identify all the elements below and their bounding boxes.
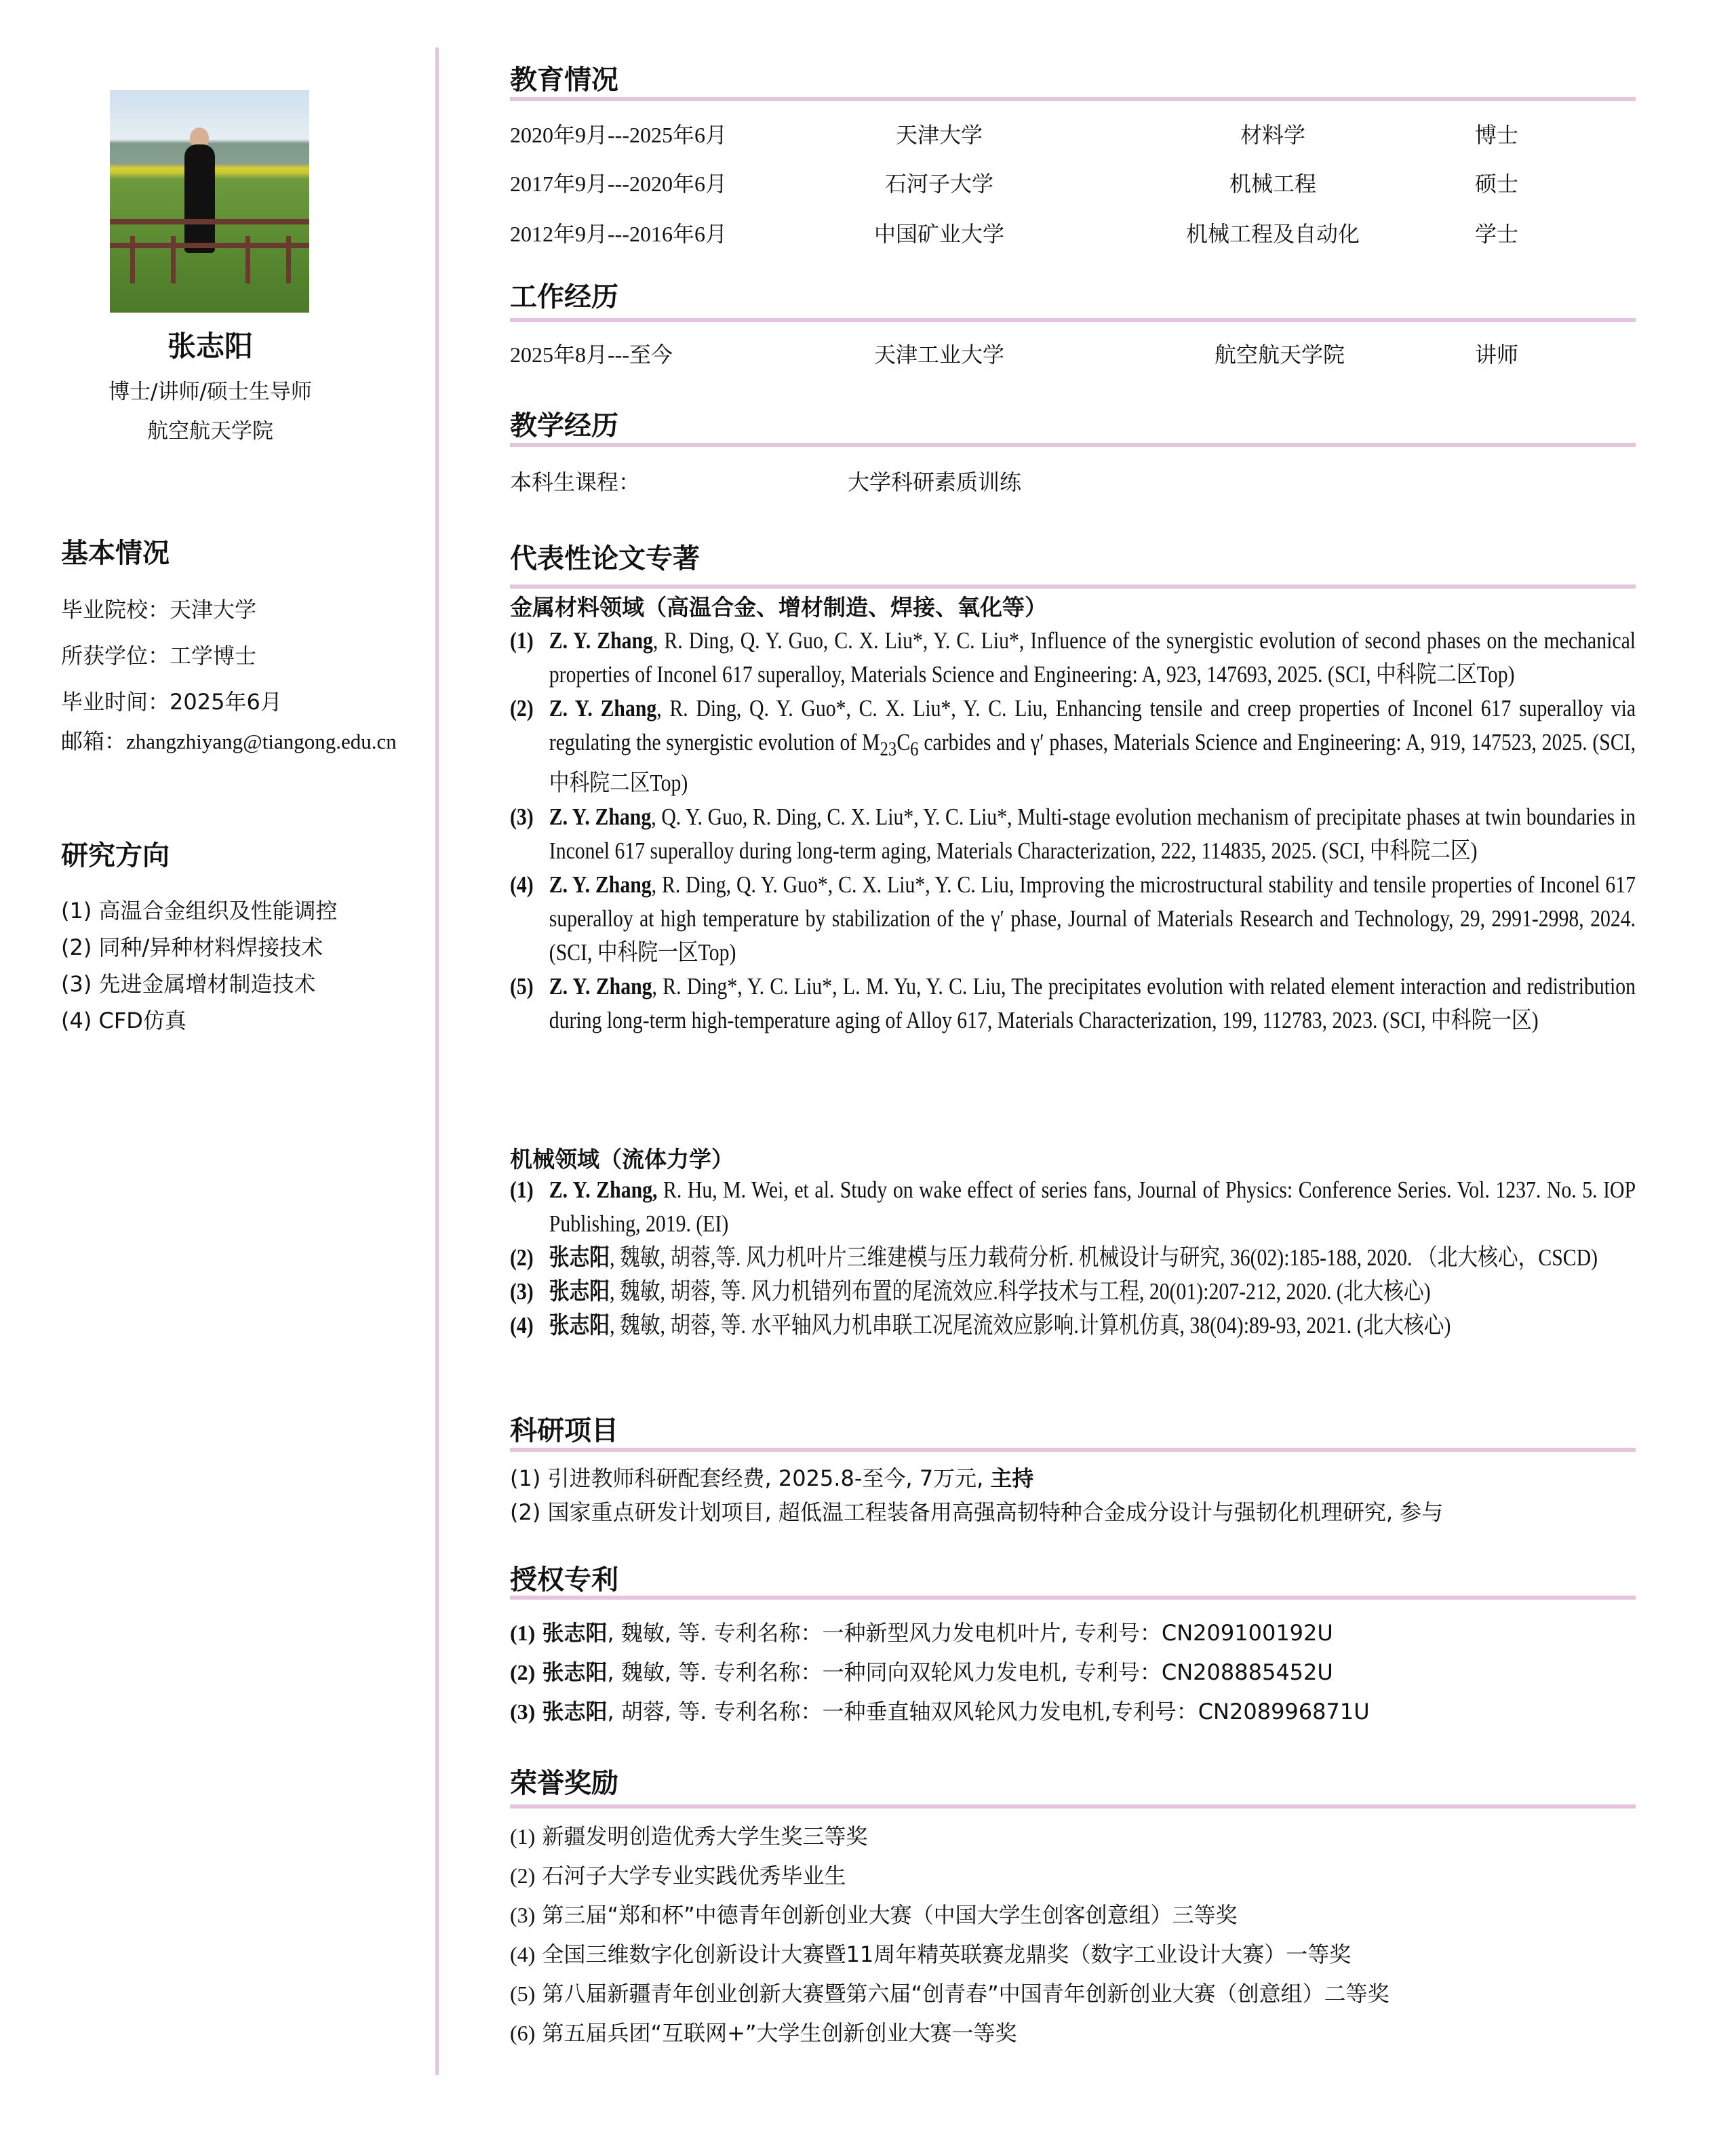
honor-text: 第三届“郑和杯”中德青年创新创业大赛（中国大学生创客创意组）三等奖 <box>542 1902 1238 1928</box>
education-row <box>510 118 1636 152</box>
column-divider <box>435 47 439 2075</box>
patent-number: (3) <box>510 1699 536 1724</box>
label: 邮箱： <box>61 728 127 754</box>
paper-item <box>510 1173 1636 1241</box>
paper-author: 张志阳 <box>549 1312 610 1339</box>
paper-citation: , 魏敏, 胡蓉, 等. 风力机错列布置的尾流效应.科学技术与工程, 20(01):207-212, 2020. (北大核心) <box>610 1278 1431 1305</box>
major: 机械工程及自动化 <box>1185 221 1360 247</box>
project-item <box>510 1461 1443 1495</box>
value: 工学博士 <box>170 643 257 669</box>
projects-heading: 科研项目 <box>510 1415 618 1446</box>
paper-citation: , Q. Y. Guo, R. Ding, C. X. Liu*, Y. C. Liu*, Multi-stage evolution mechanism of precipitate phases at twin boundaries in Inconel 617 superalloy during long-term aging, Materials Characterization, 222, 114835, 2025. (SCI, 中科院二区) <box>549 804 1636 864</box>
paper-author: Z. Y. Zhang <box>549 973 652 1000</box>
degree: 硕士 <box>1475 171 1519 197</box>
project-role: 主持 <box>990 1465 1034 1491</box>
person-figure <box>184 144 215 253</box>
fence-post <box>171 236 176 283</box>
paper-item <box>510 1309 1636 1343</box>
metal-field-heading: 金属材料领域（高温合金、增材制造、焊接、氧化等） <box>510 594 1047 620</box>
fence-post <box>245 236 250 283</box>
honor-number: (5) <box>510 1981 536 2006</box>
paper-item <box>510 970 1636 1038</box>
honor-item <box>510 1935 1389 1974</box>
honors-heading: 荣誉奖励 <box>510 1768 618 1799</box>
paper-citation: carbides and γ′ phases, Materials Science and Engineering: A, 919, 147523, 2025. (SCI, 中科院二区Top) <box>549 729 1636 796</box>
subscript: 23 <box>880 738 897 760</box>
paper-author: Z. Y. Zhang <box>549 627 653 654</box>
research-item: (4) CFD仿真 <box>61 1008 186 1033</box>
profile-photo <box>110 90 309 313</box>
patents-heading: 授权专利 <box>510 1564 618 1596</box>
patent-number: (1) <box>510 1621 536 1645</box>
honor-item <box>510 2013 1389 2053</box>
role: 讲师 <box>1475 342 1519 368</box>
patent-author: 张志阳 <box>542 1620 608 1646</box>
papers-heading: 代表性论文专著 <box>510 543 700 574</box>
section-rule <box>510 1448 1636 1452</box>
patent-list <box>510 1613 1370 1731</box>
subscript: 6 <box>910 738 919 760</box>
email-link[interactable]: zhangzhiyang@tiangong.edu.cn <box>126 730 397 753</box>
date: 2017年9月---2020年6月 <box>510 172 727 196</box>
paper-citation: C <box>896 729 911 755</box>
patent-text: , 魏敏, 等. 专利名称：一种新型风力发电机叶片, 专利号：CN209100192U <box>607 1620 1333 1646</box>
teaching-heading: 教学经历 <box>510 410 618 441</box>
paper-number: (2) <box>510 1244 534 1271</box>
mech-field-heading: 机械领域（流体力学） <box>510 1146 734 1172</box>
patent-item <box>510 1692 1370 1731</box>
patent-number: (2) <box>510 1660 536 1684</box>
basic-degree <box>61 639 256 670</box>
honor-text: 第五届兵团“互联网+”大学生创新创业大赛一等奖 <box>542 2020 1017 2046</box>
paper-citation: , R. Ding, Q. Y. Guo, C. X. Liu*, Y. C. Liu*, Influence of the synergistic evolution of second phases on the mechanical properties of Inconel 617 superalloy, Materials Science and Engineering: A, 923, 147693, 2025. (SCI, 中科院二区Top) <box>549 627 1636 688</box>
basic-heading: 基本情况 <box>61 538 170 569</box>
section-rule <box>510 1596 1636 1600</box>
honor-item <box>510 1974 1389 2013</box>
label: 毕业院校： <box>61 597 170 623</box>
paper-number: (2) <box>510 695 534 722</box>
label: 所获学位： <box>61 643 170 669</box>
profile-dept: 航空航天学院 <box>147 419 273 443</box>
honor-item <box>510 1856 1389 1895</box>
project-list <box>510 1461 1443 1529</box>
organization: 天津工业大学 <box>873 342 1005 368</box>
value: 天津大学 <box>170 597 257 623</box>
paper-item <box>510 1241 1636 1275</box>
paper-citation: , R. Ding*, Y. C. Liu*, L. M. Yu, Y. C. Liu, The precipitates evolution with related element interaction and redistribution during long-term high-temperature aging of Alloy 617, Materials Characterization, 199, 112783, 2023. (SCI, 中科院一区) <box>549 973 1636 1033</box>
school: 天津大学 <box>895 122 983 148</box>
paper-citation: , 魏敏, 胡蓉, 等. 水平轴风力机串联工况尾流效应影响.计算机仿真, 38(04):89-93, 2021. (北大核心) <box>610 1312 1451 1339</box>
section-rule <box>510 1804 1636 1809</box>
paper-item <box>510 624 1636 692</box>
fence-post <box>130 236 135 283</box>
profile-name: 张志阳 <box>167 330 253 363</box>
fence-rail <box>110 243 309 248</box>
department: 航空航天学院 <box>1214 342 1345 368</box>
honor-text: 全国三维数字化创新设计大赛暨11周年精英联赛龙鼎奖（数字工业设计大赛）一等奖 <box>542 1941 1352 1967</box>
paper-citation: R. Hu, M. Wei, et al. Study on wake effect of series fans, Journal of Physics: Conference Series. Vol. 1237. No. 5. IOP Publishing, 2019. (EI) <box>549 1177 1636 1237</box>
paper-number: (1) <box>510 1177 534 1203</box>
profile-title: 博士/讲师/硕士生导师 <box>108 380 312 404</box>
honor-number: (6) <box>510 2021 536 2045</box>
paper-author: Z. Y. Zhang <box>549 871 652 898</box>
project-text: (2) 国家重点研发计划项目, 超低温工程装备用高强高韧特种合金成分设计与强韧化机理研究, 参与 <box>510 1499 1444 1525</box>
paper-item <box>510 800 1636 868</box>
teaching-row <box>510 465 1636 499</box>
paper-citation: , R. Ding, Q. Y. Guo*, C. X. Liu*, Y. C. Liu, Enhancing tensile and creep properties of Inconel 617 superalloy via regulating the synergistic evolution of M <box>549 695 1636 755</box>
paper-number: (5) <box>510 973 534 1000</box>
paper-number: (3) <box>510 804 534 830</box>
metal-paper-list <box>510 624 1636 1038</box>
label: 毕业时间： <box>61 689 170 715</box>
patent-item <box>510 1613 1370 1653</box>
patent-author: 张志阳 <box>542 1659 608 1685</box>
research-item: (3) 先进金属增材制造技术 <box>61 971 316 997</box>
research-item: (2) 同种/异种材料焊接技术 <box>61 934 323 960</box>
patent-text: , 魏敏, 等. 专利名称：一种同向双轮风力发电机, 专利号：CN208885452U <box>607 1659 1333 1685</box>
course-name: 大学科研素质训练 <box>848 469 1022 495</box>
paper-citation: , 魏敏, 胡蓉,等. 风力机叶片三维建模与压力载荷分析. 机械设计与研究, 36(02):185-188, 2020. （北大核心，CSCD) <box>610 1244 1598 1271</box>
honor-text: 新疆发明创造优秀大学生奖三等奖 <box>542 1823 868 1849</box>
education-row <box>510 217 1636 251</box>
fence-rail <box>110 219 309 224</box>
paper-item <box>510 1275 1636 1309</box>
honor-text: 第八届新疆青年创业创新大赛暨第六届“创青春”中国青年创新创业大赛（创意组）二等奖 <box>542 1981 1389 2007</box>
section-rule <box>510 318 1636 322</box>
patent-author: 张志阳 <box>542 1699 608 1724</box>
basic-email <box>61 724 397 755</box>
education-heading: 教育情况 <box>510 64 618 96</box>
work-row <box>510 338 1636 372</box>
major: 机械工程 <box>1229 171 1317 197</box>
honor-list <box>510 1817 1389 2053</box>
school: 石河子大学 <box>884 171 994 197</box>
education-row <box>510 167 1636 201</box>
section-rule <box>510 585 1636 589</box>
honor-number: (3) <box>510 1903 536 1927</box>
date: 2012年9月---2016年6月 <box>510 222 727 246</box>
paper-author: Z. Y. Zhang, <box>549 1177 658 1203</box>
paper-citation: , R. Ding, Q. Y. Guo*, C. X. Liu*, Y. C. Liu, Improving the microstructural stability and tensile properties of Inconel 617 superalloy at high temperature by stabilization of the γ′ phase, Journal of Materials Research and Technology, 29, 2991-2998, 2024. (SCI, 中科院一区Top) <box>549 871 1636 966</box>
section-rule <box>510 443 1636 447</box>
fence-post <box>286 236 291 283</box>
school: 中国矿业大学 <box>873 221 1005 247</box>
basic-grad-date <box>61 685 282 716</box>
paper-number: (4) <box>510 1312 534 1339</box>
value: 2025年6月 <box>170 689 282 715</box>
paper-author: Z. Y. Zhang <box>549 804 652 830</box>
project-item <box>510 1495 1443 1529</box>
degree: 学士 <box>1475 221 1519 247</box>
section-rule <box>510 97 1636 101</box>
patent-item <box>510 1653 1370 1692</box>
patent-text: , 胡蓉, 等. 专利名称：一种垂直轴双风轮风力发电机,专利号：CN208996871U <box>607 1699 1370 1724</box>
paper-item <box>510 692 1636 800</box>
date: 2020年9月---2025年6月 <box>510 123 727 147</box>
paper-number: (1) <box>510 627 534 654</box>
paper-number: (3) <box>510 1278 534 1305</box>
honor-number: (2) <box>510 1863 536 1888</box>
honor-text: 石河子大学专业实践优秀毕业生 <box>542 1863 846 1889</box>
project-text: (1) 引进教师科研配套经费, 2025.8-至今, 7万元, <box>510 1465 991 1491</box>
paper-author: Z. Y. Zhang <box>549 695 657 722</box>
major: 材料学 <box>1240 122 1306 148</box>
honor-item <box>510 1817 1389 1856</box>
honor-number: (4) <box>510 1942 536 1967</box>
degree: 博士 <box>1475 122 1519 148</box>
date: 2025年8月---至今 <box>510 342 673 367</box>
research-item: (1) 高温合金组织及性能调控 <box>61 898 338 924</box>
basic-school <box>61 593 256 624</box>
paper-item <box>510 868 1636 970</box>
paper-author: 张志阳 <box>549 1244 610 1271</box>
mech-paper-list <box>510 1173 1636 1343</box>
honor-item <box>510 1895 1389 1935</box>
honor-number: (1) <box>510 1824 536 1849</box>
research-heading: 研究方向 <box>61 840 170 871</box>
work-heading: 工作经历 <box>510 281 618 313</box>
course-label: 本科生课程： <box>510 469 641 495</box>
paper-author: 张志阳 <box>549 1278 610 1305</box>
paper-number: (4) <box>510 871 534 898</box>
